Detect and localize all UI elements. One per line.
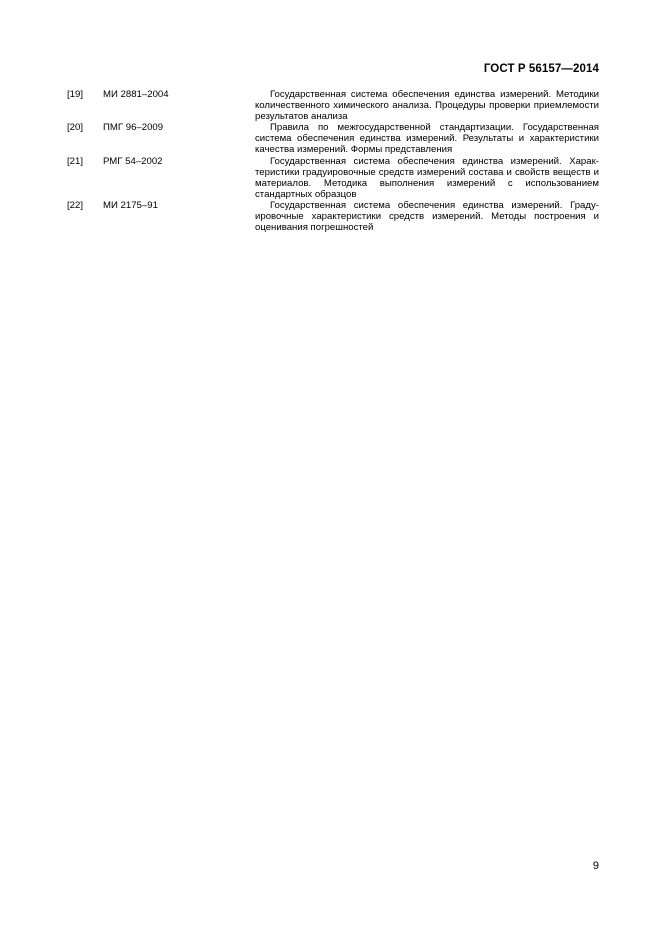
bibliography-entry [67, 89, 599, 122]
entry-title: Правила по межгосударственной стандартизации. Государственная система обеспечения единства измерений. Результаты и характеристики качества измерений. Формы представления [255, 122, 599, 156]
entry-number: [19] [67, 89, 84, 100]
page-number: 9 [592, 860, 599, 872]
entry-number: [21] [67, 155, 84, 167]
entry-document-code: ПМГ 96–2009 [103, 122, 164, 134]
entry-number: [22] [67, 199, 84, 211]
bibliography-entry [67, 122, 599, 155]
entry-title: Государственная система обеспечения единства измерений. Методики количественного химического анализа. Процедуры проверки приемлемости результатов анализа [255, 89, 599, 123]
entry-title: Государственная система обеспечения единства измерений. Характеристики градуировочные средств измерений состава и свойств веществ и материалов. Методика выполнения измерений с использованием стандартных образцов [255, 155, 599, 200]
bibliography-list [67, 89, 599, 233]
entry-document-code: МИ 2175–91 [103, 199, 158, 211]
entry-number: [20] [67, 122, 84, 134]
entry-document-code: МИ 2881–2004 [103, 89, 169, 100]
entry-document-code: РМГ 54–2002 [103, 155, 163, 167]
entry-title: Государственная система обеспечения единства измерений. Градуировочные характеристики средств измерений. Методы построения и оценивания погрешностей [255, 199, 599, 234]
bibliography-entry [67, 156, 599, 200]
bibliography-entry [67, 200, 599, 233]
document-code-header: ГОСТ Р 56157—2014 [483, 63, 599, 75]
